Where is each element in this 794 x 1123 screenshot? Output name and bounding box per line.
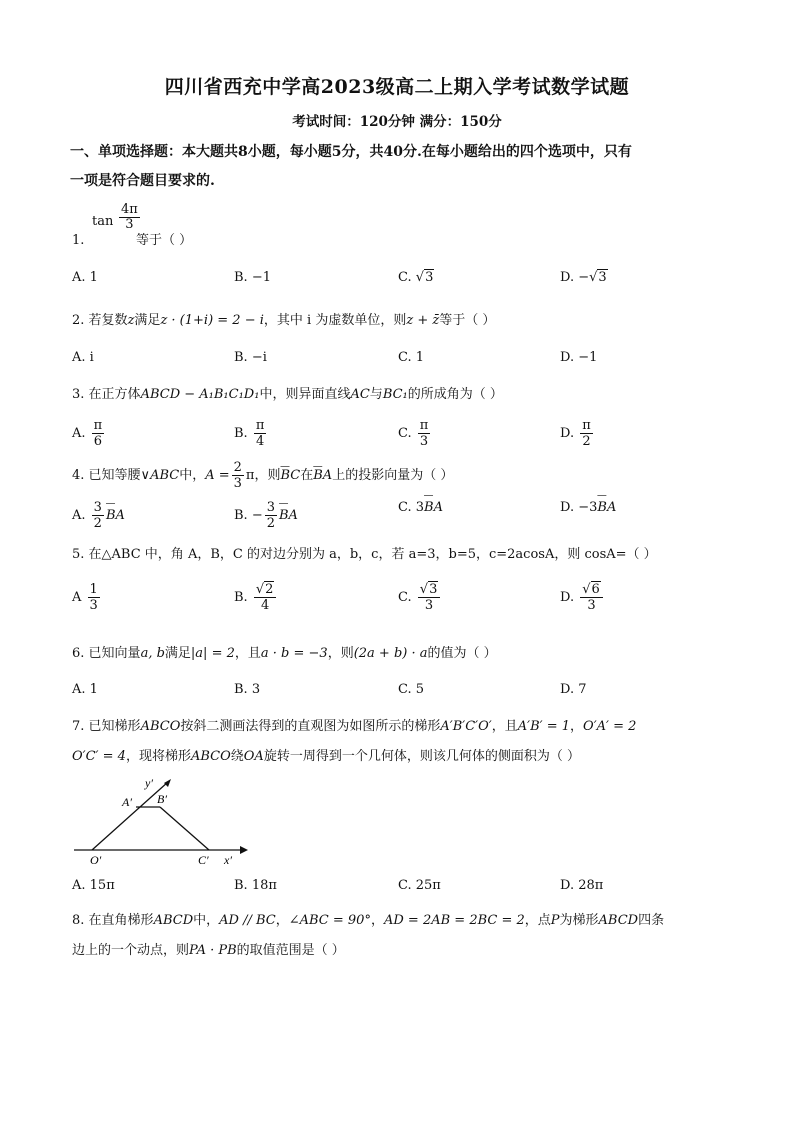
option-d[interactable]: D. −1 bbox=[560, 350, 598, 365]
question-3: 3. 在正方体ABCD − A₁B₁C₁D₁中，则异面直线AC与BC₁的所成角为（ ） bbox=[72, 387, 503, 402]
option-c[interactable]: C. $\frac{√3}{3}$ bbox=[398, 582, 442, 613]
question-4: 4. 已知等腰∨ABC中，A = $\frac{2}{3}$ π，则― BC在― BA上的投影向量为（ ） bbox=[72, 460, 732, 491]
label-a: A′ bbox=[122, 795, 132, 809]
option-b[interactable]: B. −1 bbox=[234, 270, 271, 285]
question-4-options bbox=[72, 500, 732, 540]
option-a[interactable]: A. i bbox=[72, 350, 94, 365]
question-5-options bbox=[72, 582, 732, 622]
option-a[interactable]: A $\frac{1}{3}$ bbox=[72, 582, 98, 613]
edge-bc bbox=[160, 807, 209, 850]
question-7: 7. 已知梯形ABCO按斜二测画法得到的直观图为如图所示的梯形A′B′C′O′，且A′B′ = 1，O′A′ = 2 O′C′ = 4，现将梯形ABCO绕OA旋转一周得到一个几何体，则该几何体的侧面积为（ ） bbox=[72, 719, 637, 764]
option-b[interactable]: B. 18π bbox=[234, 878, 277, 893]
question-6: 6. 已知向量a, b满足|a| = 2，且a · b = −3，则(2a + b) · a的值为（ ） bbox=[72, 646, 497, 661]
option-d[interactable]: D. 7 bbox=[560, 682, 587, 697]
section-heading: 一、单项选择题：本大题共8小题，每小题5分，共40分.在每小题给出的四个选项中，只有 一项是符合题目要求的. bbox=[70, 144, 632, 189]
option-d[interactable]: D. 28π bbox=[560, 878, 604, 893]
option-c[interactable]: C. 1 bbox=[398, 350, 425, 365]
label-b: B′ bbox=[157, 792, 167, 806]
label-o: O′ bbox=[90, 853, 102, 867]
option-c[interactable]: C. $\frac{\pi}{3}$ bbox=[398, 418, 429, 449]
question-3-options bbox=[72, 418, 732, 458]
option-c[interactable]: C. 5 bbox=[398, 682, 425, 697]
question-2: 2. 若复数z满足z · (1+i) = 2 − i，其中 i 为虚数单位，则z + z̄等于（ ） bbox=[72, 313, 496, 328]
page-title: 四川省西充中学高2023级高二上期入学考试数学试题 bbox=[164, 76, 630, 98]
option-d[interactable]: D. $\frac{\pi}{2}$ bbox=[560, 418, 591, 449]
option-b[interactable]: B. $\frac{\pi}{4}$ bbox=[234, 418, 265, 449]
y-axis-arrow bbox=[164, 779, 171, 787]
option-b[interactable]: B. −i bbox=[234, 350, 267, 365]
option-a[interactable]: A. $\frac{\pi}{6}$ bbox=[72, 418, 103, 449]
question-8: 8. 在直角梯形ABCD中，AD // BC，∠ABC = 90°，AD = 2AB = 2BC = 2，点P为梯形ABCD四条 边上的一个动点，则PA · PB的取值范围是（ ） bbox=[72, 913, 665, 958]
option-d[interactable]: D. −3― BA bbox=[560, 500, 616, 515]
exam-page: 四川省西充中学高2023级高二上期入学考试数学试题 考试时间：120分钟 满分：150分 一、单项选择题：本大题共8小题，每小题5分，共40分.在每小题给出的四个选项中，只有 一项是符合题目要求的. tan $\frac{4\pi}{3}$ 1. 等于（ ） A. 1 B. −1 C. √3 D. −√3 2. 若复数z满足z · (1+i) = 2 − i，其中 i 为虚数单位，则z + z̄等于（ ） A. i B. −i C. 1 D. −1 3. 在正方体ABCD − A₁B₁C₁D₁中，则异面直线AC与BC₁的所成角为（ ） A. $\frac{\pi}{6}$ B. $\frac{\pi}{4}$ C. $\frac{\pi}{3}$ D. $\frac{\pi}{2}$ 4. 已知等腰∨ABC中，A = $\frac{2}{3}$ π，则― BC在― BA上的投影向量为（ ） A. $\frac{3}{2}$ ― BA B. − $\frac{3}{2}$ ― BA C. 3― BA D. −3― BA 5. 在△ABC 中，角 A，B，C 的对边分别为 a，b，c，若 a=3，b=5，c=2acosA，则 cosA=（ ） A $\frac{1}{3}$ B. $\frac{√2}{4}$ C. $\frac{√3}{3}$ D. $\frac{√6}{3}$ 6. 已知向量a, b满足|a| = 2，且a · b = −3，则(2a + b) · a的值为（ ） A. 1 B. 3 C. 5 D. 7 7. 已知梯形ABCO按斜二测画法得到的直观图为如图所示的梯形A′B′C′O′，且A′B′ = 1，O′A′ = 2 O′C′ = 4，现将梯形ABCO绕OA旋转一周得到一个几何体，则该几何体的侧面积为（ ） y′ A′ B′ O′ C′ x′ A. 15π B. 18π C. 25π D. 28π 8. 在直角梯形ABCD中，AD // BC，∠ABC = 90°，AD = 2AB = 2BC = 2，点P为梯形ABCD四条 边上的一个动点，则PA · PB的取值范围是（ ） bbox=[0, 0, 794, 1123]
option-a[interactable]: A. $\frac{3}{2}$ ― BA bbox=[72, 500, 125, 531]
label-y: y′ bbox=[145, 776, 153, 790]
x-axis-arrow bbox=[240, 846, 248, 854]
option-a[interactable]: A. 1 bbox=[72, 270, 98, 285]
trapezoid-figure bbox=[72, 775, 252, 870]
option-a[interactable]: A. 1 bbox=[72, 682, 98, 697]
label-x: x′ bbox=[224, 853, 232, 867]
option-b[interactable]: B. − $\frac{3}{2}$ ― BA bbox=[234, 500, 298, 531]
question-5: 5. 在△ABC 中，角 A，B，C 的对边分别为 a，b，c，若 a=3，b=5，c=2acosA，则 cosA=（ ） bbox=[72, 547, 657, 562]
option-c[interactable]: C. √3 bbox=[398, 270, 434, 285]
option-d[interactable]: D. $\frac{√6}{3}$ bbox=[560, 582, 605, 613]
option-b[interactable]: B. $\frac{√2}{4}$ bbox=[234, 582, 278, 613]
question-1-options bbox=[72, 270, 732, 310]
exam-info: 考试时间：120分钟 满分：150分 bbox=[292, 114, 502, 130]
option-c[interactable]: C. 3― BA bbox=[398, 500, 443, 515]
option-d[interactable]: D. −√3 bbox=[560, 270, 607, 285]
option-c[interactable]: C. 25π bbox=[398, 878, 441, 893]
option-b[interactable]: B. 3 bbox=[234, 682, 261, 697]
option-a[interactable]: A. 15π bbox=[72, 878, 115, 893]
label-c: C′ bbox=[198, 853, 209, 867]
